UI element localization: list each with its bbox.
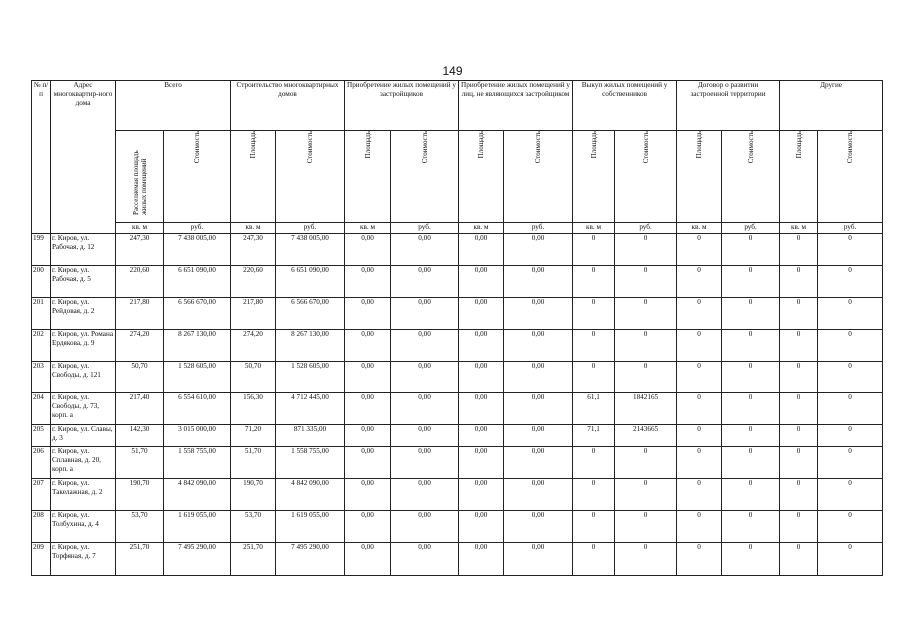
row-value: 0 <box>573 361 615 393</box>
row-value: 0 <box>615 329 677 361</box>
row-value: 0 <box>818 265 883 297</box>
row-value: 61,1 <box>573 393 615 425</box>
row-value: 0 <box>818 297 883 329</box>
row-value: 2143665 <box>615 425 677 447</box>
row-value: 217,40 <box>116 393 164 425</box>
row-value: 53,70 <box>231 511 276 543</box>
row-value: 0,00 <box>391 425 459 447</box>
unit-label: руб. <box>615 223 677 233</box>
row-value: 0 <box>615 543 677 576</box>
row-value: 0 <box>573 233 615 265</box>
row-number: 205 <box>32 425 51 447</box>
row-value: 1 619 055,00 <box>164 511 231 543</box>
row-value: 0,00 <box>459 233 504 265</box>
row-address: г. Киров, ул. Толбухина, д. 4 <box>51 511 116 543</box>
row-value: 7 438 005,00 <box>276 233 345 265</box>
row-value: 274,20 <box>116 329 164 361</box>
row-number: 200 <box>32 265 51 297</box>
row-number: 204 <box>32 393 51 425</box>
row-value: 0 <box>573 511 615 543</box>
row-value: 0,00 <box>504 265 573 297</box>
row-value: 8 267 130,00 <box>276 329 345 361</box>
row-value: 0 <box>722 361 780 393</box>
row-address: г. Киров, ул. Славы, д. 3 <box>51 425 116 447</box>
table-row <box>32 297 883 329</box>
unit-label: руб. <box>164 223 231 233</box>
row-value: 220,60 <box>231 265 276 297</box>
row-number: 209 <box>32 543 51 576</box>
row-value: 4 712 445,00 <box>276 393 345 425</box>
row-value: 0 <box>780 361 818 393</box>
row-value: 274,20 <box>231 329 276 361</box>
row-value: 0 <box>722 511 780 543</box>
row-value: 0,00 <box>459 425 504 447</box>
row-value: 0,00 <box>391 543 459 576</box>
header-group: Приобретение жилых помещений у лиц, не являющихся застройщиком <box>459 81 573 131</box>
row-value: 0 <box>780 479 818 511</box>
row-value: 0 <box>780 447 818 479</box>
row-value: 0 <box>573 265 615 297</box>
row-value: 0 <box>615 511 677 543</box>
sub-header-cell <box>504 130 573 223</box>
sub-header-label: Стоимость <box>534 130 543 163</box>
row-value: 0,00 <box>391 329 459 361</box>
row-value: 0 <box>615 233 677 265</box>
unit-label: руб. <box>818 223 883 233</box>
row-value: 0 <box>722 447 780 479</box>
row-address: г. Киров, ул. Такелажная, д. 2 <box>51 479 116 511</box>
row-value: 0,00 <box>345 361 391 393</box>
header-group: Строительство многоквартирных домов <box>231 81 345 131</box>
row-value: 0 <box>818 329 883 361</box>
row-value: 247,30 <box>116 233 164 265</box>
row-value: 0,00 <box>459 297 504 329</box>
sub-header-label: Площадь <box>589 130 598 158</box>
row-value: 0,00 <box>459 265 504 297</box>
sub-header-cell <box>231 130 276 223</box>
row-address: г. Киров, ул. Свободы, д. 121 <box>51 361 116 393</box>
resettlement-table <box>31 80 883 576</box>
row-value: 7 495 290,00 <box>164 543 231 576</box>
row-value: 0,00 <box>459 479 504 511</box>
header-group: Договор о развитии застроенной территории <box>677 81 780 131</box>
row-value: 0,00 <box>391 361 459 393</box>
row-value: 0,00 <box>504 479 573 511</box>
row-value: 0,00 <box>345 297 391 329</box>
row-value: 71,20 <box>231 425 276 447</box>
sub-header-cell <box>276 130 345 223</box>
header-unit-row <box>32 223 883 233</box>
row-number: 207 <box>32 479 51 511</box>
sub-header-cell <box>780 130 818 223</box>
row-value: 6 566 670,00 <box>164 297 231 329</box>
row-value: 0 <box>780 393 818 425</box>
row-value: 0,00 <box>391 447 459 479</box>
sub-header-label: Стоимость <box>746 130 755 163</box>
row-number: 206 <box>32 447 51 479</box>
row-value: 53,70 <box>116 511 164 543</box>
row-value: 51,70 <box>231 447 276 479</box>
row-value: 0 <box>677 297 722 329</box>
unit-label: кв. м <box>459 223 504 233</box>
row-value: 0,00 <box>345 511 391 543</box>
row-value: 1 558 755,00 <box>276 447 345 479</box>
row-value: 0,00 <box>391 479 459 511</box>
row-value: 0,00 <box>504 425 573 447</box>
row-value: 142,30 <box>116 425 164 447</box>
table-row <box>32 425 883 447</box>
row-value: 0 <box>722 265 780 297</box>
unit-label: кв. м <box>573 223 615 233</box>
row-value: 0,00 <box>391 511 459 543</box>
row-value: 50,70 <box>231 361 276 393</box>
row-value: 0 <box>722 425 780 447</box>
row-value: 0 <box>780 297 818 329</box>
row-value: 6 566 670,00 <box>276 297 345 329</box>
sub-header-cell <box>391 130 459 223</box>
row-address: г. Киров, ул. Романа Ердякова, д. 9 <box>51 329 116 361</box>
unit-label: кв. м <box>780 223 818 233</box>
row-value: 0 <box>722 393 780 425</box>
row-value: 7 438 005,00 <box>164 233 231 265</box>
sub-header-label: Стоимость <box>193 130 201 163</box>
row-value: 0 <box>677 479 722 511</box>
row-value: 0,00 <box>504 233 573 265</box>
row-value: 0 <box>780 233 818 265</box>
row-value: 0 <box>573 543 615 576</box>
sub-header-label: Площадь <box>794 130 803 158</box>
row-value: 0,00 <box>391 297 459 329</box>
row-value: 8 267 130,00 <box>164 329 231 361</box>
row-value: 220,60 <box>116 265 164 297</box>
row-value: 0,00 <box>459 511 504 543</box>
row-value: 0 <box>818 479 883 511</box>
row-value: 0,00 <box>459 329 504 361</box>
row-value: 0 <box>573 329 615 361</box>
sub-header-cell <box>345 130 391 223</box>
unit-label: руб. <box>276 223 345 233</box>
row-number: 202 <box>32 329 51 361</box>
row-value: 7 495 290,00 <box>276 543 345 576</box>
row-value: 0,00 <box>504 511 573 543</box>
row-address: г. Киров, ул. Рабочая, д. 12 <box>51 233 116 265</box>
row-value: 0 <box>615 265 677 297</box>
row-value: 0 <box>677 361 722 393</box>
row-value: 0 <box>818 447 883 479</box>
row-value: 1 528 605,00 <box>276 361 345 393</box>
row-address: г. Киров, ул. Сплавная, д. 20, корп. а <box>51 447 116 479</box>
row-value: 190,70 <box>116 479 164 511</box>
row-value: 1 528 605,00 <box>164 361 231 393</box>
row-value: 0 <box>573 297 615 329</box>
unit-label: кв. м <box>231 223 276 233</box>
row-value: 0 <box>615 447 677 479</box>
row-value: 0,00 <box>345 233 391 265</box>
row-value: 71,1 <box>573 425 615 447</box>
row-value: 156,30 <box>231 393 276 425</box>
row-value: 0,00 <box>345 447 391 479</box>
row-value: 0,00 <box>459 447 504 479</box>
row-value: 0 <box>780 329 818 361</box>
table-row <box>32 447 883 479</box>
row-value: 247,30 <box>231 233 276 265</box>
row-value: 0 <box>722 233 780 265</box>
row-value: 51,70 <box>116 447 164 479</box>
row-value: 1 619 055,00 <box>276 511 345 543</box>
row-value: 0 <box>677 543 722 576</box>
row-address: г. Киров, ул. Рейдовая, д. 2 <box>51 297 116 329</box>
header-group: Всего <box>116 81 231 131</box>
row-value: 0 <box>780 511 818 543</box>
row-value: 0 <box>677 265 722 297</box>
row-value: 0 <box>780 425 818 447</box>
row-value: 217,80 <box>231 297 276 329</box>
row-value: 0 <box>818 361 883 393</box>
row-value: 0 <box>573 479 615 511</box>
row-value: 0 <box>677 447 722 479</box>
row-value: 0,00 <box>459 361 504 393</box>
row-value: 0,00 <box>345 393 391 425</box>
row-value: 0 <box>722 543 780 576</box>
header-sub-row <box>32 130 883 223</box>
row-value: 1842165 <box>615 393 677 425</box>
row-value: 0,00 <box>391 393 459 425</box>
row-value: 0 <box>818 425 883 447</box>
unit-label: кв. м <box>345 223 391 233</box>
row-value: 217,80 <box>116 297 164 329</box>
row-value: 0 <box>818 393 883 425</box>
unit-label: кв. м <box>116 223 164 233</box>
sub-header-label: Площадь <box>363 130 372 158</box>
page-number: 149 <box>442 64 463 78</box>
sub-header-cell <box>677 130 722 223</box>
sub-header-label: Стоимость <box>306 130 314 163</box>
row-value: 0,00 <box>504 393 573 425</box>
row-value: 0 <box>615 479 677 511</box>
sub-header-cell <box>615 130 677 223</box>
row-value: 0,00 <box>345 543 391 576</box>
table-row <box>32 511 883 543</box>
row-value: 0 <box>677 511 722 543</box>
header-no: № п/п <box>32 81 51 234</box>
row-value: 251,70 <box>231 543 276 576</box>
unit-label: кв. м <box>677 223 722 233</box>
sub-header-label: Стоимость <box>846 130 855 163</box>
row-value: 0,00 <box>504 329 573 361</box>
row-value: 871 335,00 <box>276 425 345 447</box>
row-number: 203 <box>32 361 51 393</box>
table-row <box>32 361 883 393</box>
sub-header-cell <box>116 130 164 223</box>
sub-header-label: Расселяемая площадь жилых помещений <box>131 149 148 215</box>
row-address: г. Киров, ул. Рабочая, д. 5 <box>51 265 116 297</box>
table-row <box>32 233 883 265</box>
sub-header-label: Площадь <box>477 130 486 158</box>
row-address: г. Киров, ул. Свободы, д. 73, корп. а <box>51 393 116 425</box>
table-row <box>32 393 883 425</box>
row-value: 0,00 <box>345 329 391 361</box>
row-value: 0,00 <box>504 543 573 576</box>
row-value: 0 <box>722 329 780 361</box>
header-group-row <box>32 81 883 131</box>
sub-header-cell <box>573 130 615 223</box>
header-group: Выкуп жилых помещений у собственников <box>573 81 677 131</box>
sub-header-cell <box>818 130 883 223</box>
row-value: 6 651 090,00 <box>164 265 231 297</box>
sub-header-label: Стоимость <box>420 130 429 163</box>
row-value: 3 015 000,00 <box>164 425 231 447</box>
row-value: 0 <box>780 543 818 576</box>
row-value: 0 <box>780 265 818 297</box>
row-value: 0,00 <box>345 425 391 447</box>
row-number: 201 <box>32 297 51 329</box>
row-value: 0 <box>677 329 722 361</box>
row-value: 0 <box>818 543 883 576</box>
row-value: 0,00 <box>391 233 459 265</box>
table-row <box>32 479 883 511</box>
row-value: 4 842 090,00 <box>276 479 345 511</box>
row-value: 190,70 <box>231 479 276 511</box>
row-value: 0 <box>677 233 722 265</box>
row-value: 50,70 <box>116 361 164 393</box>
row-value: 0 <box>818 233 883 265</box>
row-value: 6 554 610,00 <box>164 393 231 425</box>
row-value: 6 651 090,00 <box>276 265 345 297</box>
row-value: 0 <box>677 393 722 425</box>
row-address: г. Киров, ул. Торфяная, д. 7 <box>51 543 116 576</box>
table-row <box>32 265 883 297</box>
header-address: Адрес многоквартир-ного дома <box>51 81 116 234</box>
sub-header-cell <box>164 130 231 223</box>
row-value: 0,00 <box>504 447 573 479</box>
sub-header-label: Площадь <box>249 130 257 158</box>
header-group: Другие <box>780 81 883 131</box>
row-value: 0,00 <box>391 265 459 297</box>
header-group: Приобретение жилых помещений у застройщиков <box>345 81 459 131</box>
sub-header-cell <box>722 130 780 223</box>
unit-label: руб. <box>391 223 459 233</box>
unit-label: руб. <box>504 223 573 233</box>
row-value: 0 <box>615 361 677 393</box>
row-value: 0 <box>722 297 780 329</box>
row-value: 0 <box>722 479 780 511</box>
row-number: 199 <box>32 233 51 265</box>
sub-header-cell <box>459 130 504 223</box>
table-row <box>32 543 883 576</box>
row-value: 4 842 090,00 <box>164 479 231 511</box>
row-value: 0,00 <box>459 393 504 425</box>
row-value: 0 <box>677 425 722 447</box>
row-value: 0 <box>615 297 677 329</box>
unit-label: руб. <box>722 223 780 233</box>
sub-header-label: Площадь <box>695 130 704 158</box>
row-value: 0 <box>573 447 615 479</box>
row-value: 0,00 <box>504 361 573 393</box>
table-row <box>32 329 883 361</box>
sub-header-label: Стоимость <box>641 130 650 163</box>
row-value: 0 <box>818 511 883 543</box>
row-value: 0,00 <box>459 543 504 576</box>
row-value: 1 558 755,00 <box>164 447 231 479</box>
row-value: 0,00 <box>345 265 391 297</box>
row-value: 0,00 <box>345 479 391 511</box>
row-number: 208 <box>32 511 51 543</box>
row-value: 251,70 <box>116 543 164 576</box>
row-value: 0,00 <box>504 297 573 329</box>
